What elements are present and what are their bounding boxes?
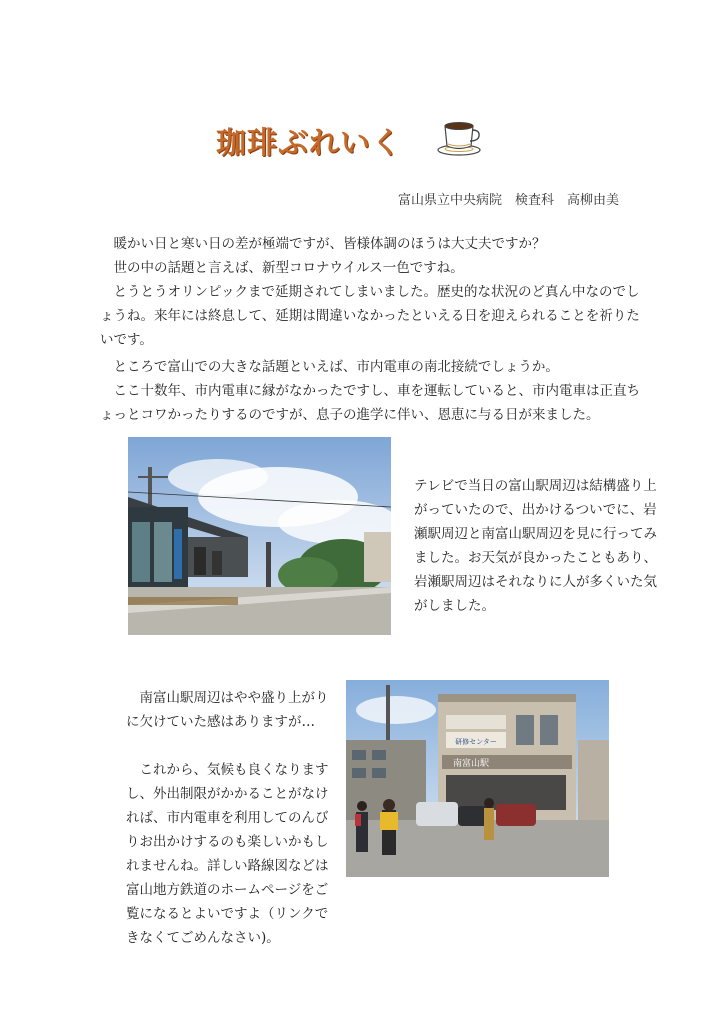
- intro-paragraph: [100, 232, 640, 352]
- tram-line-2: ここ十数年、市内電車に縁がなかったですし、車を運転していると、市内電車は正直ちょっとコワかったりするのですが、息子の進学に伴い、恩恵に与る日が来ました。: [100, 383, 640, 423]
- building-sign: 研修センター: [455, 738, 497, 746]
- title-block: [216, 118, 402, 162]
- minami-toyama-station-photo: [346, 680, 609, 877]
- intro-line-1: 暖かい日と寒い日の差が極端ですが、皆様体調のほうは大丈夫ですか？: [100, 236, 546, 252]
- minami-toyama-description: [126, 686, 332, 950]
- intro-line-3: とうとうオリンピックまで延期されてしまいました。歴史的な状況のど真ん中なのでしょうね。来年には終息して、延期は間違いなかったといえる日を迎えられることを祈りたいです。: [100, 284, 640, 348]
- tram-paragraph: [100, 355, 640, 427]
- author-line: 富山県立中央病院 検査科 高柳由美: [398, 193, 620, 208]
- iwase-station-photo: [128, 437, 391, 635]
- iwase-description: テレビで当日の富山駅周辺は結構盛り上がっていたので、出かけるついでに、岩瀬駅周辺と南富山駅周辺を見に行ってみました。お天気が良かったこともあり、岩瀬駅周辺はそれなりに人が多くいた気がしました。: [414, 478, 657, 614]
- station-sign: 南富山駅: [452, 759, 490, 769]
- page-title: 珈琲ぶれいく: [216, 126, 402, 161]
- minami-toyama-line-1: 南富山駅周辺はやや盛り上がりに欠けていた感はありますが…: [126, 690, 329, 730]
- tram-line-1: ところで富山での大きな話題といえば、市内電車の南北接続でしょうか。: [100, 359, 559, 375]
- coffee-cup-icon: [436, 118, 482, 156]
- intro-line-2: 世の中の話題と言えば、新型コロナウイルス一色ですね。: [100, 260, 464, 276]
- closing-paragraph: これから、気候も良くなりますし、外出制限がかかることがなければ、市内電車を利用してのんびりお出かけするのも楽しいかもしれませんね。詳しい路線図などは富山地方鉄道のホームページをご覧になるとよいですよ（リンクできなくてごめんなさい)。: [126, 762, 329, 946]
